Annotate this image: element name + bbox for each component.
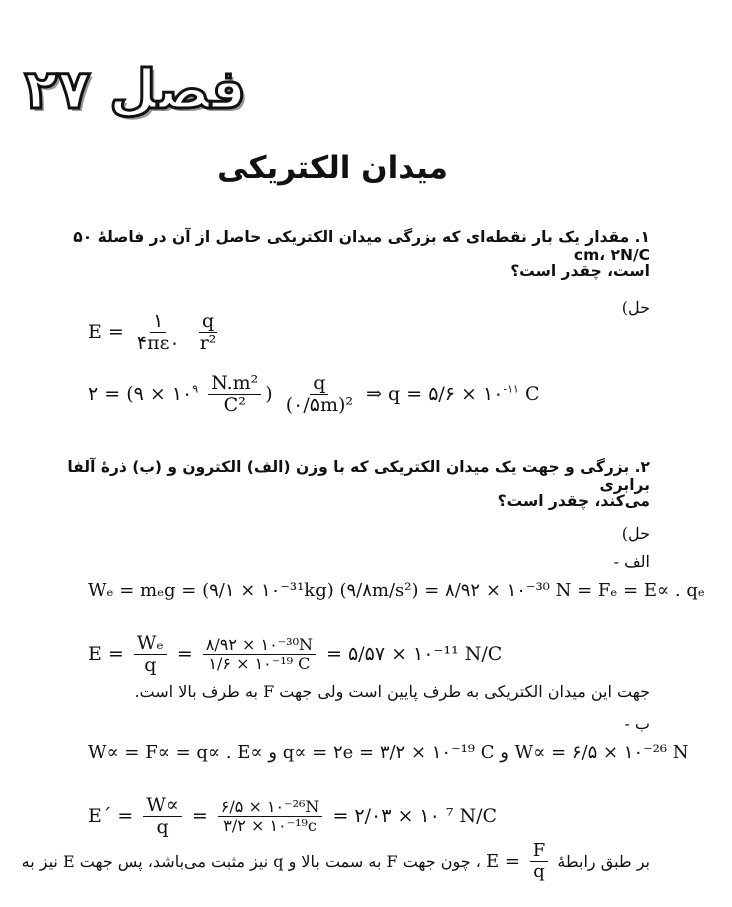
part-a-label: الف - — [613, 552, 650, 571]
last-line — [21, 840, 650, 882]
eqD-rhs: = ۲/۰۳ × ۱۰ ⁷ N/C — [332, 804, 498, 827]
equation-coulomb-field — [88, 312, 223, 354]
eqD-den1: q — [156, 815, 169, 838]
solution-label-1: حل) — [621, 298, 650, 317]
last-den: q — [533, 860, 545, 882]
question-1-line-2: است، چقدر است؟ — [510, 262, 650, 280]
last-line-suffix: ، چون جهت F به سمت بالا و q نیز مثبت می‌باشد، پس جهت E نیز به — [21, 851, 481, 871]
eq2-lhs: ۲ = (۹ × ۱۰ — [88, 382, 193, 405]
equation-electron-weight: Wₑ = mₑg = (۹/۱ × ۱۰⁻³¹kg) (۹/۸m/s²) = ۸/۹۲ × ۱۰⁻³⁰ N = Fₑ = E∝ . qₑ — [88, 580, 705, 601]
question-2-line-2: می‌کند، چقدر است؟ — [497, 492, 650, 510]
eqB-num2: ۸/۹۲ × ۱۰⁻³⁰N — [203, 637, 316, 655]
chapter-heading: فصل ۲۷ — [24, 58, 246, 121]
eq1-den1: ۴πε۰ — [136, 331, 180, 354]
eq2-num2: q — [310, 374, 328, 395]
question-2-line-1: ۲. بزرگی و جهت یک میدان الکتریکی که با وزن (الف) الکترون و (ب) ذرهٔ آلفا برابری — [67, 458, 650, 494]
eqB-lhs: E = — [88, 642, 124, 665]
eq2-num1: N.m² — [208, 374, 261, 395]
last-line-formula — [486, 842, 552, 882]
eqD-den2: ۳/۲ × ۱۰⁻¹⁹c — [223, 816, 317, 836]
equation-solve-q: ۲ = (۹ × $۱۰^۹$ $\frac{\text{N.m²}}{\text{C²}}$ ) $\frac{q}{\text{(۰/۵m)²}}$ ⇒ q = ۵/۶ × $۱۰^{-۱۱}$ C — [88, 372, 540, 416]
page-title: میدان الکتریکی — [217, 150, 448, 186]
eqB-rhs: = ۵/۵۷ × ۱۰⁻¹¹ N/C — [326, 642, 503, 665]
eqB-den2: ۱/۶ × ۱۰⁻¹⁹ C — [208, 654, 311, 674]
eq1-den2: r² — [199, 331, 217, 354]
last-line-prefix: بر طبق رابطهٔ — [557, 851, 650, 871]
eqB-fraction-2 — [203, 637, 316, 672]
eq2-fraction-units — [208, 374, 261, 416]
eq2-den1: C² — [223, 393, 246, 416]
eq1-fraction-constant — [134, 312, 183, 354]
equation-electron-field: E = $\frac{\text{Wₑ}}{q}$ = $\frac{\text{۸/۹۲ × ۱۰⁻³⁰N}}{\text{۱/۶ × ۱۰⁻¹⁹ C}}$ = ۵/۵۷ × ۱۰⁻¹¹ N/C — [88, 632, 503, 676]
eq1-fraction-q-r — [197, 312, 220, 354]
eqB-num1: Wₑ — [134, 634, 167, 655]
last-fraction — [530, 842, 549, 882]
eqD-fraction-1 — [143, 796, 181, 838]
last-num: F — [530, 842, 549, 862]
eq2-exp: ۹ — [192, 382, 199, 396]
solution-label-2: حل) — [621, 524, 650, 543]
eq2-rhs-exp: -۱۱ — [503, 382, 519, 396]
equation-alpha-weight: W∝ = F∝ = q∝ . E∝ و q∝ = ۲e = ۳/۲ × ۱۰⁻¹⁹ C و W∝ = ۶/۵ × ۱۰⁻²⁶ N — [88, 742, 689, 763]
eqD-num1: W∝ — [143, 796, 181, 817]
eqD-lhs: E´ = — [88, 804, 134, 827]
eq2-rhs: ⇒ q = ۵/۶ × ۱۰ — [366, 382, 504, 405]
eq2-den2: (۰/۵m)² — [285, 393, 354, 416]
last-E: E = — [486, 850, 520, 872]
question-1-line-1: ۱. مقدار یک بار نقطه‌ای که بزرگی میدان الکتریکی حاصل از آن در فاصلهٔ ۵۰ cm، ۲N/C — [73, 228, 650, 264]
equation-alpha-field: E´ = $\frac{W\propto}{q}$ = $\frac{\text{۶/۵ × ۱۰⁻²⁶N}}{\text{۳/۲ × ۱۰⁻¹⁹c}}$ = ۲/۰۳ × ۱۰ ⁷ N/C — [88, 794, 498, 838]
eqD-fraction-2 — [218, 799, 323, 834]
eqB-den1: q — [144, 653, 157, 676]
eq2-unit: C — [525, 382, 540, 405]
eq2-fraction-q — [283, 374, 356, 416]
eqB-fraction-1 — [134, 634, 167, 676]
part-a-note: جهت این میدان الکتریکی به طرف پایین است ولی جهت F به طرف بالا است. — [134, 682, 650, 701]
eq1-num2: q — [199, 312, 217, 333]
eq1-num1: ۱ — [150, 312, 166, 333]
eq1-lhs: E = — [88, 320, 124, 343]
eqD-num2: ۶/۵ × ۱۰⁻²⁶N — [218, 799, 323, 817]
part-b-label: ب - — [624, 714, 650, 733]
